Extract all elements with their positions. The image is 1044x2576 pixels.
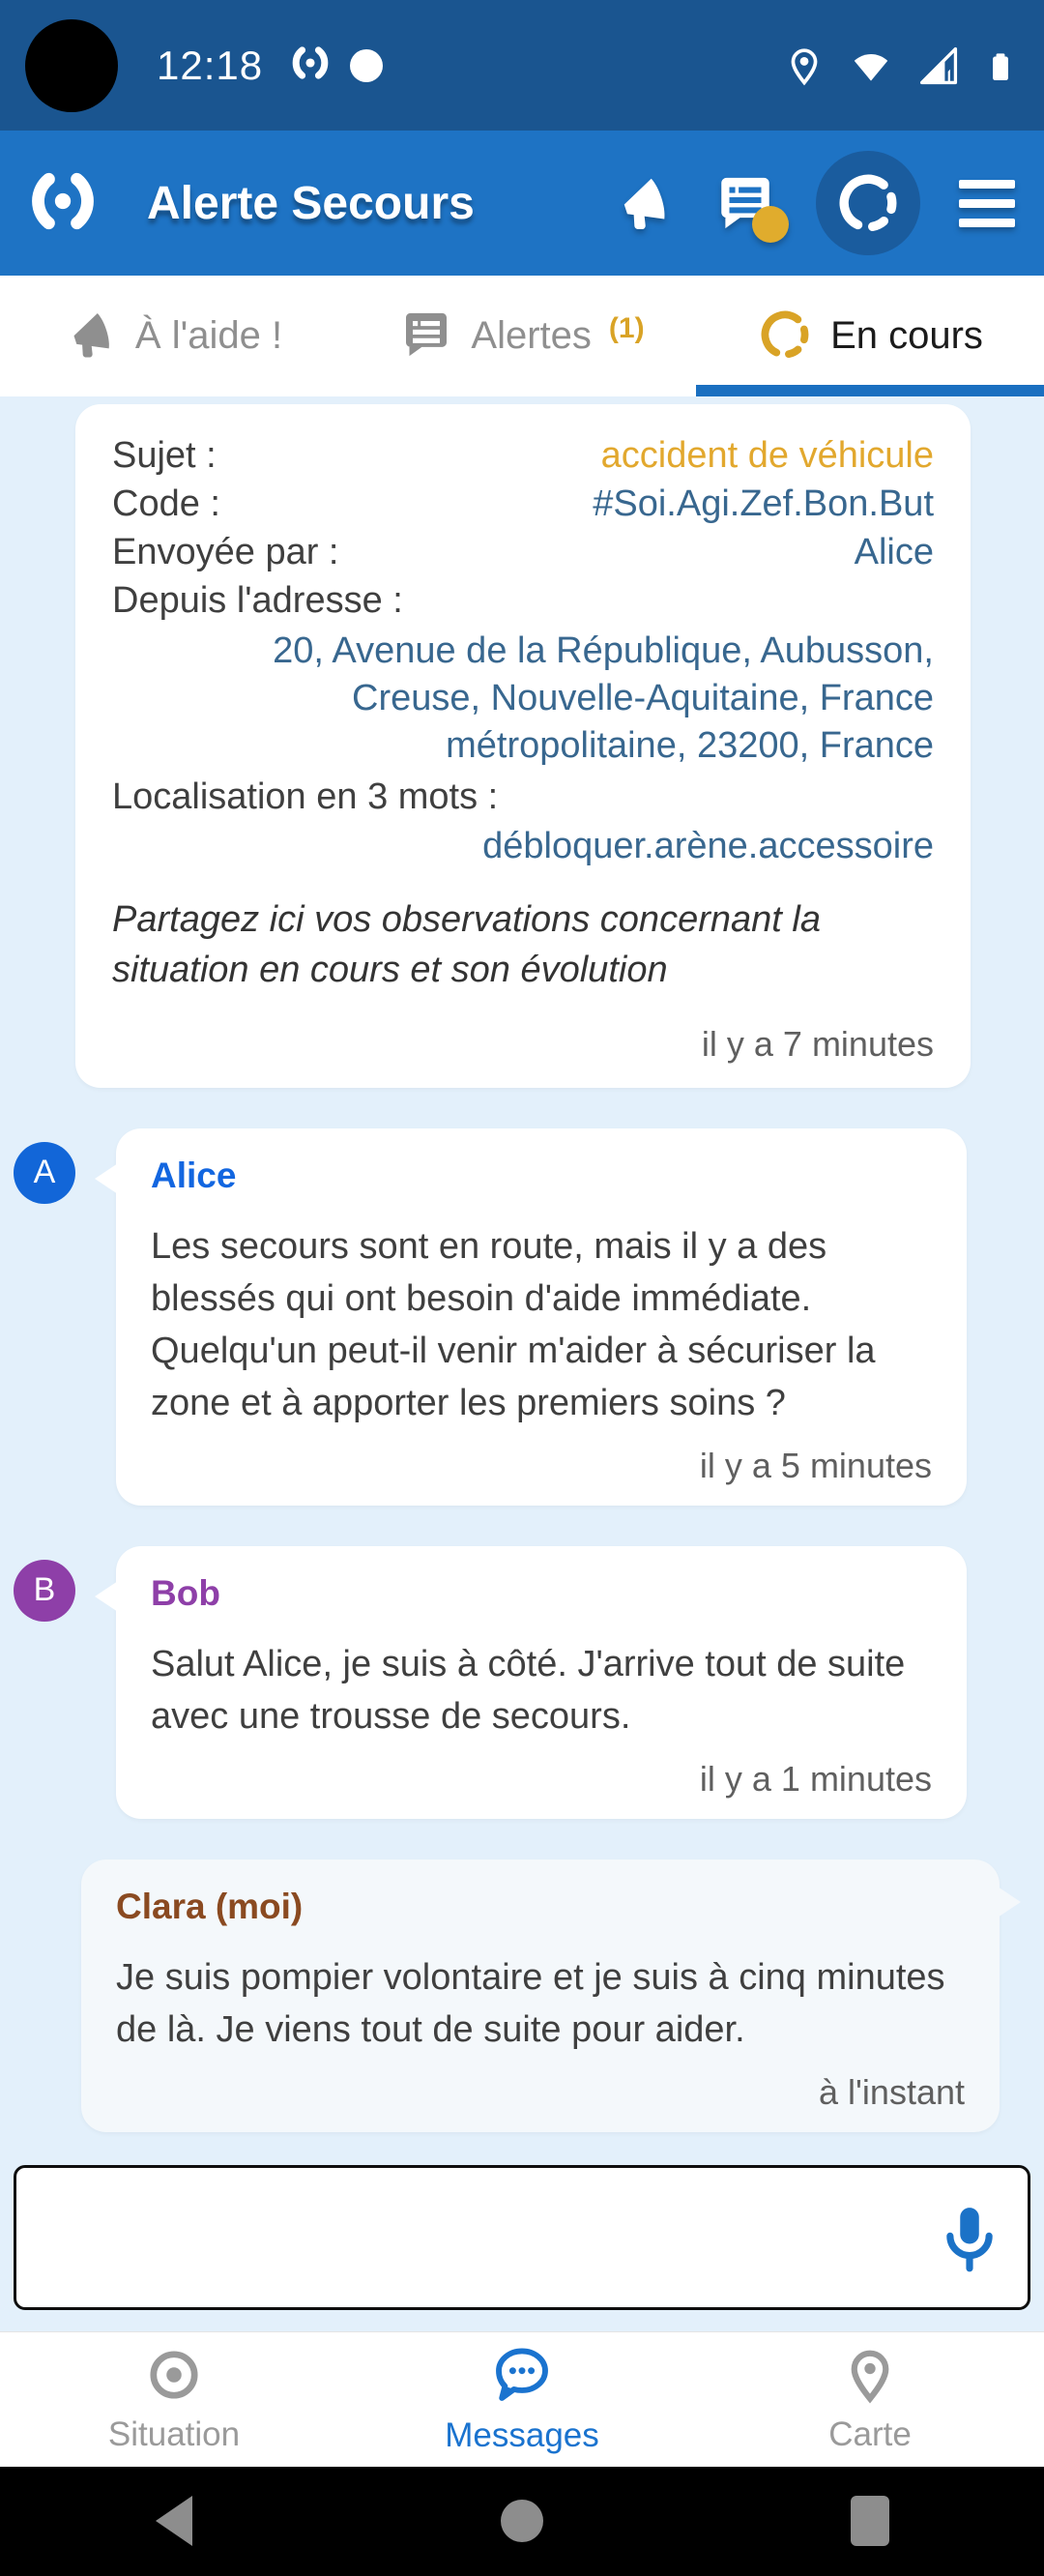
- nav-messages-label: Messages: [445, 2415, 599, 2454]
- android-nav-bar: [0, 2467, 1044, 2576]
- message-text: Les secours sont en route, mais il y a des blessés qui ont besoin d'aide immédiate. Quelqu'un peut-il venir m'aider à sécuriser la zone et à apporter les premiers soins ?: [151, 1225, 876, 1423]
- message-bubble-own: [81, 1859, 1000, 2132]
- tab-alertes[interactable]: [348, 276, 696, 396]
- cellular-signal-icon: [916, 44, 961, 87]
- message-time: il y a 5 minutes: [699, 1445, 932, 1485]
- tab-alertes-label: Alertes: [471, 314, 592, 357]
- app-header: [0, 131, 1044, 276]
- status-bar: [0, 0, 1044, 131]
- message-input[interactable]: [16, 2168, 912, 2307]
- tab-alertes-count: (1): [608, 311, 645, 344]
- message-author: Alice: [151, 1155, 237, 1195]
- alert-timestamp: il y a 7 minutes: [701, 1023, 934, 1064]
- sender-value: Alice: [854, 532, 934, 573]
- megaphone-icon: [66, 308, 118, 364]
- home-icon: [501, 2500, 543, 2542]
- map-pin-icon: [840, 2345, 900, 2408]
- mic-button[interactable]: [912, 2168, 1028, 2307]
- code-label: Code :: [112, 483, 220, 525]
- w3w-label: Localisation en 3 mots :: [112, 776, 499, 817]
- broadcast-notification-icon: [290, 43, 331, 88]
- message-row-alice: [0, 1128, 1044, 1506]
- app-title: Alerte Secours: [147, 177, 475, 229]
- message-author: Bob: [151, 1572, 220, 1613]
- menu-hamburger-button[interactable]: [959, 180, 1015, 227]
- subject-label: Sujet :: [112, 435, 217, 476]
- message-row-bob: [0, 1546, 1044, 1819]
- share-note: Partagez ici vos observations concernant la situation en cours et son évolution: [112, 899, 821, 990]
- battery-status-icon: [982, 43, 1019, 89]
- tab-en-cours[interactable]: [696, 276, 1044, 396]
- message-bubble: [116, 1546, 967, 1819]
- nav-messages[interactable]: [348, 2332, 696, 2467]
- alerts-messages-button[interactable]: [713, 171, 777, 235]
- camera-cutout: [25, 19, 118, 112]
- back-icon: [156, 2496, 192, 2546]
- chat-content: [0, 396, 1044, 2331]
- alerts-chat-icon: [399, 307, 453, 365]
- tab-en-cours-label: En cours: [830, 314, 983, 357]
- message-author: Clara (moi): [116, 1886, 304, 1926]
- subject-value: accident de véhicule: [600, 435, 934, 476]
- app-logo-icon: [29, 167, 97, 240]
- nav-situation[interactable]: [0, 2332, 348, 2467]
- message-row-clara: [0, 1859, 1044, 2132]
- status-time: 12:18: [157, 42, 264, 88]
- message-list[interactable]: [0, 396, 1044, 2132]
- recents-icon: [851, 2496, 889, 2546]
- nav-carte-label: Carte: [828, 2415, 912, 2453]
- avatar-alice[interactable]: A: [14, 1142, 75, 1204]
- bottom-nav: [0, 2331, 1044, 2467]
- alert-info-card: [75, 404, 971, 1088]
- tab-a-laide[interactable]: [0, 276, 348, 396]
- android-recents-button[interactable]: [696, 2496, 1044, 2546]
- wifi-status-icon: [847, 44, 895, 87]
- address-value[interactable]: 20, Avenue de la République, Aubusson, Creuse, Nouvelle-Aquitaine, France métropolitaine, 23200, France: [273, 629, 934, 767]
- avatar-bob[interactable]: B: [14, 1560, 75, 1622]
- tab-a-laide-label: À l'aide !: [134, 314, 283, 357]
- help-megaphone-button[interactable]: [615, 173, 675, 233]
- nav-carte[interactable]: [696, 2332, 1044, 2467]
- code-value: #Soi.Agi.Zef.Bon.But: [593, 483, 934, 525]
- message-time: il y a 1 minutes: [699, 1758, 932, 1799]
- android-home-button[interactable]: [348, 2500, 696, 2542]
- sender-label: Envoyée par :: [112, 532, 339, 573]
- android-back-button[interactable]: [0, 2496, 348, 2546]
- notification-dot-icon: [350, 49, 383, 82]
- ongoing-spinner-button[interactable]: [816, 151, 920, 255]
- spinner-icon: [757, 307, 813, 366]
- message-text: Je suis pompier volontaire et je suis à cinq minutes de là. Je viens tout de suite pour aider.: [116, 1956, 945, 2050]
- location-status-icon: [783, 44, 826, 87]
- messages-bubble-icon: [491, 2344, 553, 2409]
- unread-badge-dot: [752, 206, 789, 243]
- message-bubble: [116, 1128, 967, 1506]
- message-text: Salut Alice, je suis à côté. J'arrive tout de suite avec une trousse de secours.: [151, 1643, 906, 1737]
- situation-target-icon: [144, 2345, 204, 2408]
- w3w-value[interactable]: débloquer.arène.accessoire: [482, 825, 934, 866]
- message-composer: [14, 2165, 1030, 2310]
- nav-situation-label: Situation: [107, 2415, 241, 2453]
- address-label: Depuis l'adresse :: [112, 580, 403, 622]
- message-time: à l'instant: [819, 2071, 965, 2112]
- tab-bar: [0, 276, 1044, 396]
